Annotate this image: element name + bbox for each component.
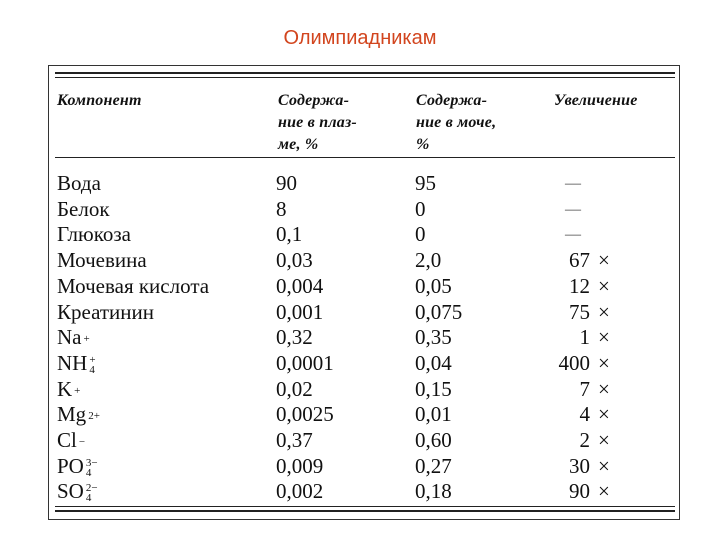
component-cell: Mg 2+ <box>57 402 100 426</box>
header-urine-line: ние в моче, <box>416 114 497 131</box>
times-sign: × <box>598 351 610 375</box>
urine-value-cell: 0,18 <box>415 479 452 503</box>
ion-charge: + <box>74 385 81 398</box>
increase-value-cell: 75 <box>569 300 590 324</box>
header-rule <box>55 157 675 158</box>
ion-charge: 2− 4 <box>85 482 98 505</box>
urine-value-cell: 0,05 <box>415 274 452 298</box>
ion-charge: − <box>78 436 86 449</box>
plasma-value-cell: 0,32 <box>276 325 313 349</box>
component-cell: Креатинин <box>57 300 154 324</box>
header-plasma-line: ние в плаз- <box>278 114 357 131</box>
increase-value-cell: 4 <box>579 402 590 426</box>
component-cell: Мочевина <box>57 248 147 272</box>
ion-charge: + <box>83 333 90 346</box>
ion-charge: 2+ <box>88 410 100 423</box>
urine-value-cell: 0,075 <box>415 300 463 324</box>
plasma-value-cell: 0,001 <box>276 300 324 324</box>
urine-value-cell: 2,0 <box>415 248 442 272</box>
plasma-value-cell: 0,37 <box>276 428 313 452</box>
plasma-value-cell: 0,004 <box>276 274 324 298</box>
component-cell: K + <box>57 377 81 401</box>
header-increase: Увеличение <box>554 92 638 109</box>
top-rule-thin <box>55 77 675 78</box>
component-cell: SO 2− 4 <box>57 479 98 505</box>
urine-value-cell: 0,35 <box>415 325 452 349</box>
component-cell: Вода <box>57 171 101 195</box>
increase-value-cell: 2 <box>579 428 590 452</box>
plasma-value-cell: 0,1 <box>276 222 303 246</box>
bottom-rule <box>55 510 675 512</box>
top-rule <box>55 72 675 74</box>
header-urine-line: % <box>416 136 430 153</box>
urine-value-cell: 0,01 <box>415 402 452 426</box>
urine-value-cell: 0 <box>415 197 426 221</box>
urine-value-cell: 0 <box>415 222 426 246</box>
header-urine <box>416 90 496 156</box>
plasma-value-cell: 0,02 <box>276 377 313 401</box>
times-sign: × <box>598 454 610 478</box>
component-cell: Мочевая кислота <box>57 274 210 298</box>
bottom-rule-thin <box>55 506 675 507</box>
component-cell: Cl − <box>57 428 86 452</box>
times-sign: × <box>598 377 610 401</box>
component-cell: Глюкоза <box>57 222 131 246</box>
increase-value-cell: 1 <box>579 325 590 349</box>
header-plasma-line: ме, % <box>278 136 319 153</box>
plasma-value-cell: 90 <box>276 171 297 195</box>
no-increase-dash: — <box>565 201 581 218</box>
plasma-value-cell: 0,03 <box>276 248 313 272</box>
urine-value-cell: 0,15 <box>415 377 452 401</box>
times-sign: × <box>598 248 610 272</box>
urine-value-cell: 0,60 <box>415 428 452 452</box>
plasma-value-cell: 0,0025 <box>276 402 334 426</box>
urine-value-cell: 95 <box>415 171 436 195</box>
header-plasma <box>278 90 357 156</box>
increase-value-cell: 7 <box>579 377 590 401</box>
component-cell: PO 3− 4 <box>57 454 98 480</box>
component-cell: Na + <box>57 325 90 349</box>
urine-value-cell: 0,04 <box>415 351 452 375</box>
increase-value-cell: 30 <box>569 454 590 478</box>
times-sign: × <box>598 300 610 324</box>
urine-value-cell: 0,27 <box>415 454 452 478</box>
plasma-value-cell: 0,002 <box>276 479 324 503</box>
ion-charge: + 4 <box>89 354 96 377</box>
times-sign: × <box>598 325 610 349</box>
times-sign: × <box>598 479 610 503</box>
increase-value-cell: 90 <box>569 479 590 503</box>
no-increase-dash: — <box>565 226 581 243</box>
component-cell: NH + 4 <box>57 351 96 377</box>
times-sign: × <box>598 274 610 298</box>
page-title: Олимпиадникам <box>283 27 437 49</box>
header-urine-line: Содержа- <box>416 92 488 109</box>
plasma-value-cell: 0,009 <box>276 454 324 478</box>
header-component: Компонент <box>57 92 142 109</box>
plasma-value-cell: 8 <box>276 197 287 221</box>
no-increase-dash: — <box>565 175 581 192</box>
header-plasma-line: Содержа- <box>278 92 350 109</box>
increase-value-cell: 400 <box>558 351 590 375</box>
increase-value-cell: 12 <box>569 274 590 298</box>
times-sign: × <box>598 402 610 426</box>
plasma-value-cell: 0,0001 <box>276 351 334 375</box>
times-sign: × <box>598 428 610 452</box>
component-cell: Белок <box>57 197 110 221</box>
increase-value-cell: 67 <box>569 248 590 272</box>
ion-charge: 3− 4 <box>85 457 98 480</box>
